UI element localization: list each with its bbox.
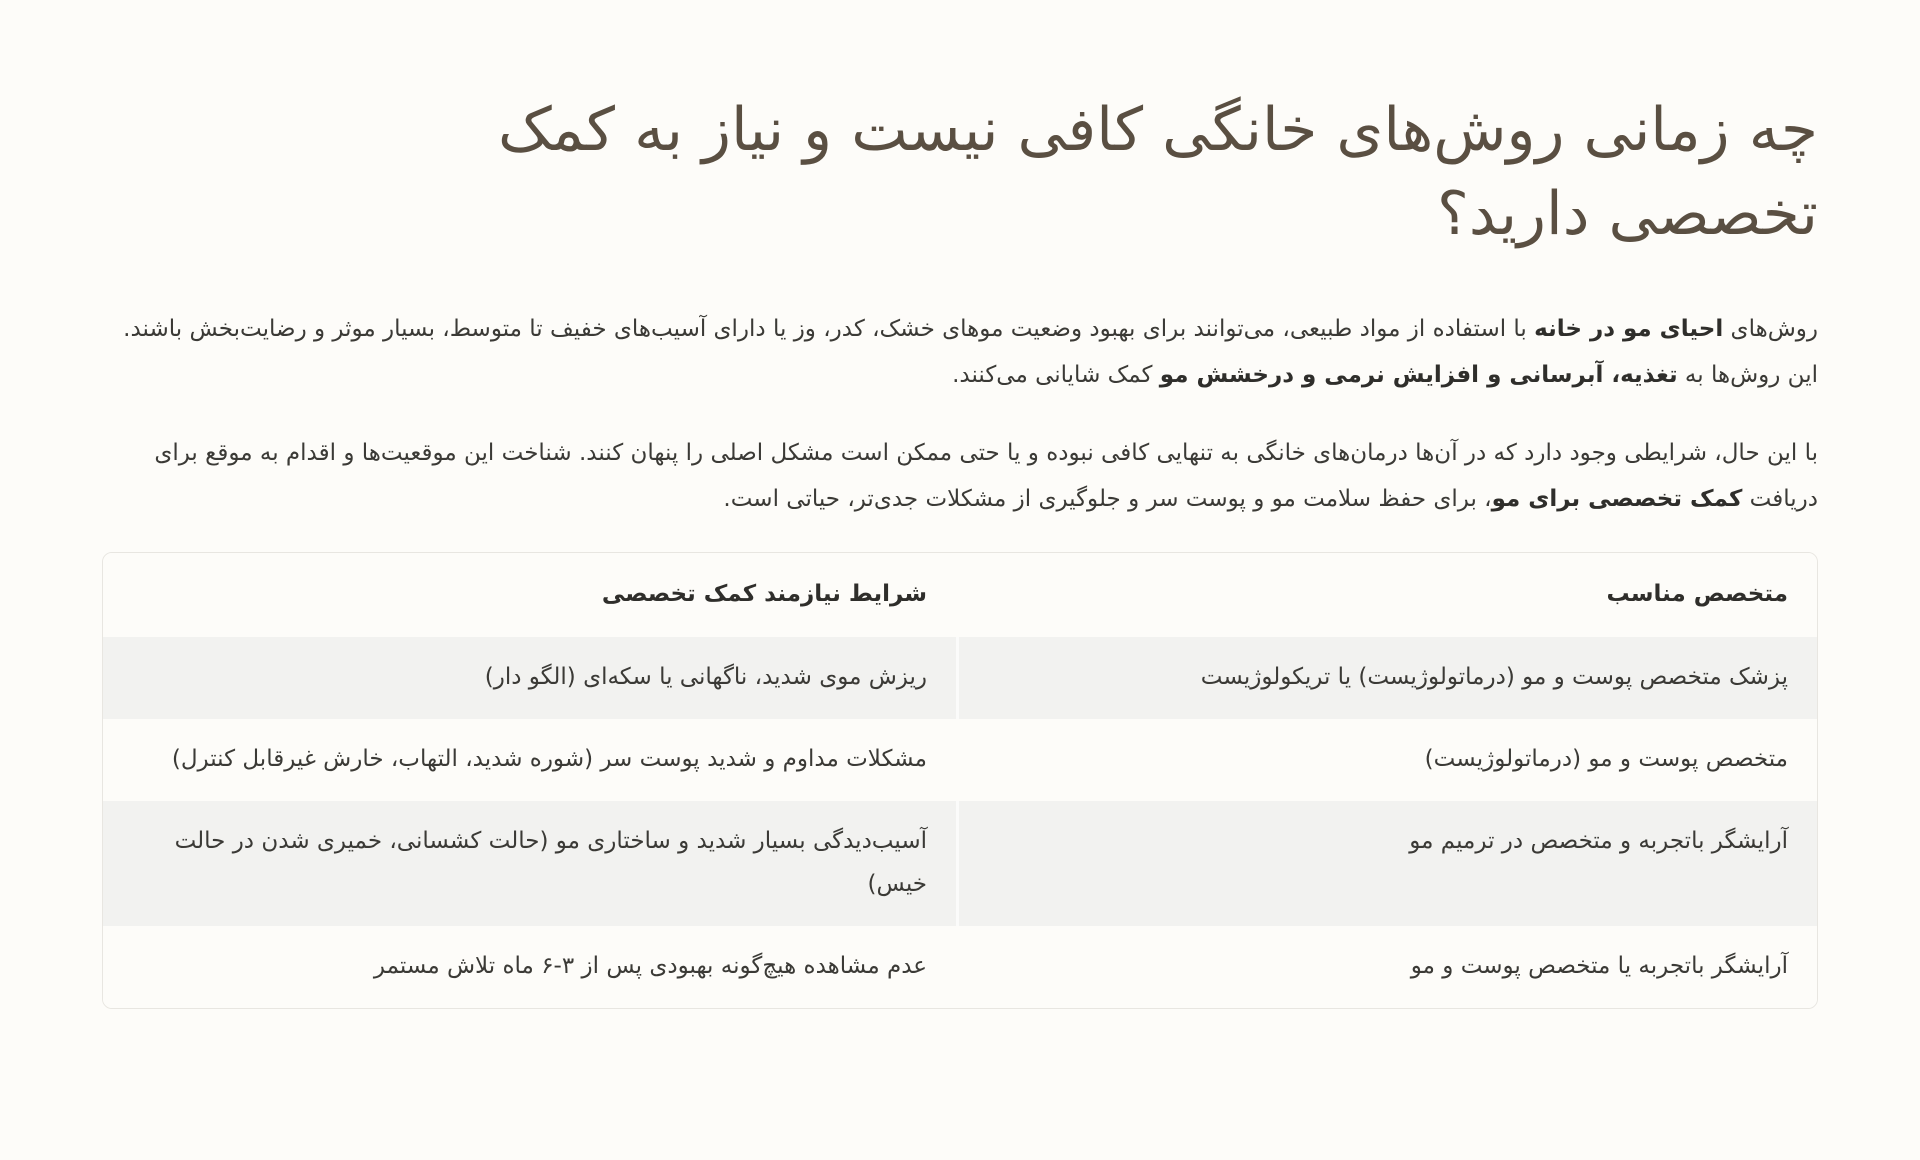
paragraph-text: کمک شایانی می‌کنند. [952,362,1160,388]
specialist-table [103,553,1817,1008]
second-paragraph [102,430,1818,522]
specialist-table-container [102,552,1818,1009]
cell-condition: ریزش موی شدید، ناگهانی یا سکه‌ای (الگو دار) [103,637,956,719]
table-row [103,637,1817,719]
page-title: چه زمانی روش‌های خانگی کافی نیست و نیاز به کمک تخصصی دارید؟ [498,95,1818,249]
bold-phrase-professional-help: کمک تخصصی برای مو [1491,486,1743,512]
paragraph-text: روش‌های [1723,316,1818,342]
bold-phrase-nourishment: تغذیه، آبرسانی و افزایش نرمی و درخشش مو [1159,362,1678,388]
table-row [103,926,1817,1008]
paragraph-text: با این حال، شرایطی وجود دارد که در آن‌ها درمان‌های خانگی به تنهایی کافی نبوده و یا حتی ممکن است مشکل اصلی را پنهان کنند. شناخت این موقعیت‌ها و اقدام به موقع برای دریافت [154,440,1818,512]
cell-specialist: پزشک متخصص پوست و مو (درماتولوژیست) یا تریکولوژیست [956,637,1817,719]
table-row [103,719,1817,801]
cell-condition: آسیب‌دیدگی بسیار شدید و ساختاری مو (حالت کشسانی، خمیری شدن در حالت خیس) [103,801,956,926]
column-header-specialist: متخصص مناسب [956,553,1817,637]
paragraph-text: ، برای حفظ سلامت مو و پوست سر و جلوگیری از مشکلات جدی‌تر، حیاتی است. [723,486,1492,512]
column-header-condition: شرایط نیازمند کمک تخصصی [103,553,956,637]
table-row [103,801,1817,926]
cell-condition: عدم مشاهده هیچ‌گونه بهبودی پس از ۳-۶ ماه تلاش مستمر [103,926,956,1008]
cell-condition: مشکلات مداوم و شدید پوست سر (شوره شدید، التهاب، خارش غیرقابل کنترل) [103,719,956,801]
paragraph-text: با استفاده از مواد طبیعی، می‌توانند برای بهبود وضعیت موهای خشک، کدر، وز یا دارای آسیب‌های خفیف تا متوسط، بسیار موثر و رضایت‌بخش باشند. این روش‌ها به [123,316,1818,388]
cell-specialist: آرایشگر باتجربه یا متخصص پوست و مو [956,926,1817,1008]
cell-specialist: متخصص پوست و مو (درماتولوژیست) [956,719,1817,801]
cell-specialist: آرایشگر باتجربه و متخصص در ترمیم مو [956,801,1817,926]
intro-paragraph [102,306,1818,398]
bold-phrase-home-hair-revival: احیای مو در خانه [1534,316,1724,342]
article [102,0,1818,1009]
table-header-row [103,553,1817,637]
